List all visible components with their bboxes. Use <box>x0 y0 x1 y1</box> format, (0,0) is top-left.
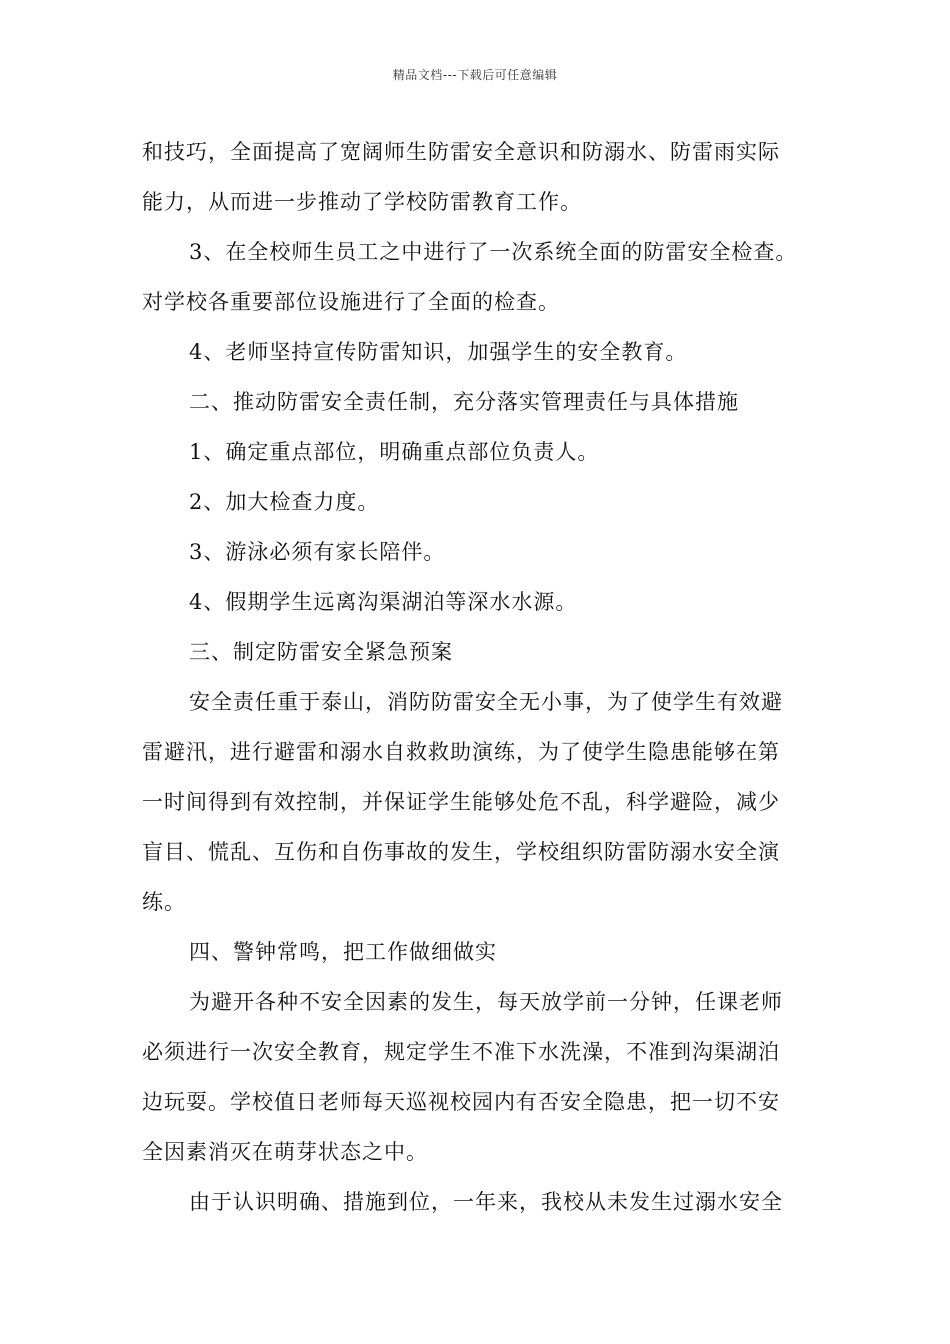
text-line: 安全责任重于泰山，消防防雷安全无小事，为了使学生有效避 <box>189 690 783 714</box>
text-line: 边玩耍。学校值日老师每天巡视校园内有否安全隐患，把一切不安 <box>142 1090 780 1114</box>
page-header: 精品文档---下载后可任意编辑 <box>392 68 558 82</box>
text-line: 二、推动防雷安全责任制，充分落实管理责任与具体措施 <box>189 390 739 414</box>
text-line: 必须进行一次安全教育，规定学生不准下水洗澡，不准到沟渠湖泊 <box>142 1040 780 1064</box>
text-line: 3、在全校师生员工之中进行了一次系统全面的防雷安全检查。 <box>189 240 798 264</box>
text-line: 2、加大检查力度。 <box>189 490 380 514</box>
text-line: 盲目、慌乱、互伤和自伤事故的发生，学校组织防雷防溺水安全演 <box>142 840 780 864</box>
text-line: 三、制定防雷安全紧急预案 <box>189 640 453 664</box>
text-line: 为避开各种不安全因素的发生，每天放学前一分钟，任课老师 <box>189 990 783 1014</box>
text-line: 一时间得到有效控制，并保证学生能够处危不乱，科学避险，减少 <box>142 790 780 814</box>
text-line: 4、老师坚持宣传防雷知识，加强学生的安全教育。 <box>189 340 688 364</box>
text-line: 和技巧，全面提高了宽阔师生防雷安全意识和防溺水、防雷雨实际 <box>142 140 780 164</box>
text-line: 1、确定重点部位，明确重点部位负责人。 <box>189 440 600 464</box>
text-line: 全因素消灭在萌芽状态之中。 <box>142 1140 428 1164</box>
text-line: 由于认识明确、措施到位，一年来，我校从未发生过溺水安全 <box>189 1190 783 1214</box>
text-line: 4、假期学生远离沟渠湖泊等深水水源。 <box>189 590 578 614</box>
text-line: 3、游泳必须有家长陪伴。 <box>189 540 446 564</box>
text-line: 对学校各重要部位设施进行了全面的检查。 <box>142 290 560 314</box>
document-body <box>142 127 814 1227</box>
text-line: 练。 <box>142 890 186 914</box>
text-line: 四、警钟常鸣，把工作做细做实 <box>189 940 497 964</box>
text-line: 雷避汛，进行避雷和溺水自救救助演练，为了使学生隐患能够在第 <box>142 740 780 764</box>
text-line: 能力，从而进一步推动了学校防雷教育工作。 <box>142 190 582 214</box>
